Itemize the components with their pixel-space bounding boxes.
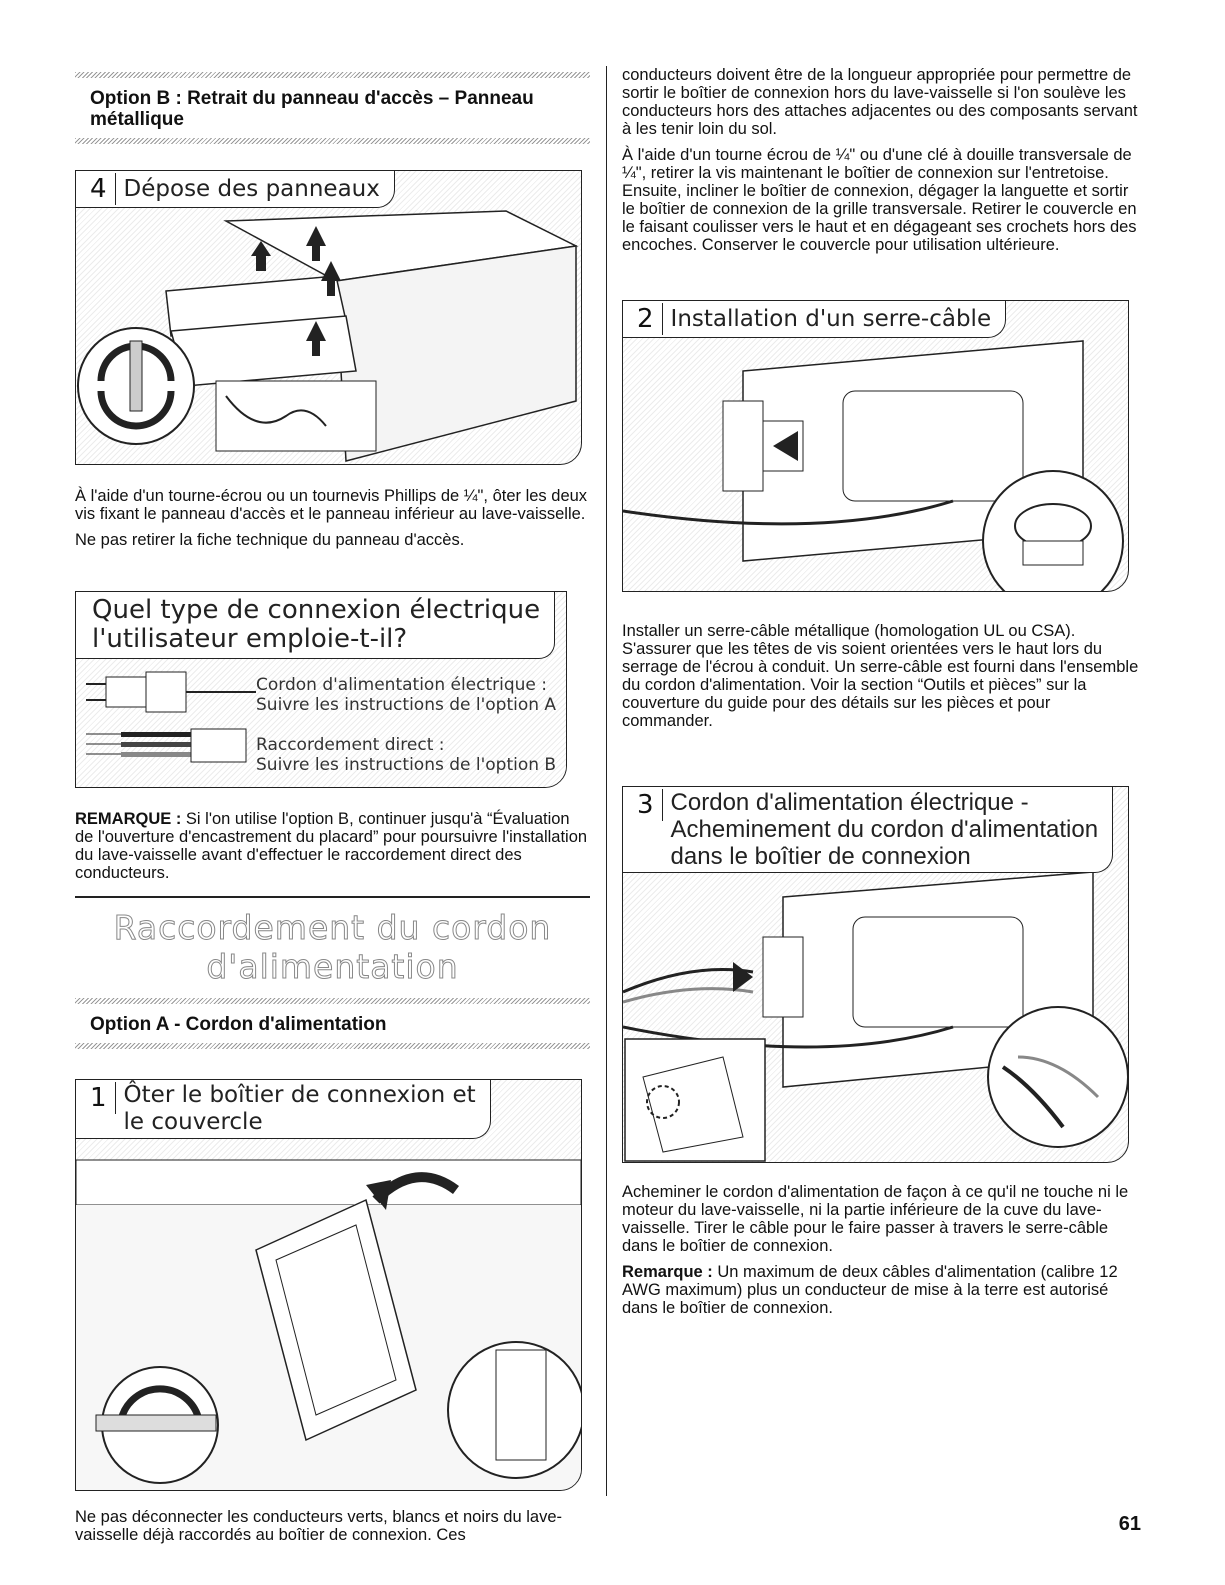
remarque-2-label: Remarque : [622, 1263, 713, 1281]
step-2-figure [622, 300, 1129, 592]
panel-removal-illustration [76, 171, 581, 464]
step-1-figure [75, 1079, 582, 1491]
section-title: Raccordement du cordon d'alimentation [113, 907, 552, 986]
connection-question-line2: l'utilisateur emploie-t-il? [92, 624, 408, 654]
step-1-instruction: Ne pas déconnecter les conducteurs verts, blancs et noirs du lave-vaisselle déjà raccordés au boîtier de connexion. Ces [75, 1507, 563, 1544]
step-4-number: 4 [82, 173, 116, 205]
step-3-figure [622, 786, 1129, 1163]
step-2-title: Installation d'un serre-câble [670, 305, 992, 332]
step-4-title: Dépose des panneaux [123, 175, 380, 202]
connection-type-box [75, 591, 567, 788]
remarque-2-paragraph [622, 1263, 1142, 1317]
step-1-title-line2: le couvercle [123, 1108, 263, 1135]
option-a-line1: Cordon d'alimentation électrique : [256, 675, 548, 695]
remarque-2-text: Un maximum de deux câbles d'alimentation (calibre 12 AWG maximum) plus un conducteur de mise à la terre est autorisé dans le boîtier de connexion. [622, 1263, 1118, 1317]
step-4-figure [75, 170, 582, 465]
step-1-number: 1 [82, 1082, 116, 1114]
step-3-instruction: Acheminer le cordon d'alimentation de façon à ce qu'il ne touche ni le moteur du lave-vaisselle, ni la partie inférieure de la cuve du lave-vaisselle. Tirer le câble pour le faire passer à travers le serre-câble dans le boîtier de connexion. [622, 1183, 1129, 1255]
connection-question-line1: Quel type de connexion électrique [92, 595, 541, 625]
conductors-paragraph: conducteurs doivent être de la longueur appropriée pour permettre de sortir le boîtier de connexion hors du lave-vaisselle si l'on soulève les conducteurs hors des attaches adjacentes ou des composants servant à les tenir loin du sol. [622, 66, 1138, 138]
remarque-text: Si l'on utilise l'option B, continuer jusqu'à “Évaluation de l'ouverture d'encastrement du placard” pour poursuivre l'installation du lave-vaisselle avant d'effectuer le raccordement direct des conducteurs. [75, 810, 588, 882]
step-3-title-line2: Acheminement du cordon d'alimentation [670, 816, 1099, 843]
page-number: 61 [1118, 1513, 1141, 1535]
option-b-line1: Raccordement direct : [256, 735, 445, 755]
left-column [75, 0, 590, 1552]
option-a-hint [256, 675, 556, 715]
cable-clamp-illustration [623, 301, 1128, 591]
remarque-paragraph [75, 810, 590, 882]
step-2-number: 2 [629, 303, 663, 335]
option-b-hint [256, 735, 556, 775]
step-2-instruction: Installer un serre-câble métallique (homologation UL ou CSA). S'assurer que les têtes de vis soient orientées vers le haut lors du serrage de l'écrou à conduit. Un serre-câble est fourni dans l'ensemble du cordon d'alimentation. Voir la section “Outils et pièces” sur la couverture du guide pour des détails sur les pièces et pour commander. [622, 622, 1139, 730]
step-3-number: 3 [629, 789, 663, 821]
step-3-title-line1: Cordon d'alimentation électrique - [670, 789, 1029, 816]
step-3-title-line3: dans le boîtier de connexion [670, 843, 971, 870]
step-4-instruction: À l'aide d'un tourne-écrou ou un tournevis Phillips de ¼", ôter les deux vis fixant le panneau d'accès et le panneau inférieur au lave-vaisselle. [75, 487, 588, 523]
step-1-header [76, 1080, 491, 1139]
right-column [622, 0, 1142, 1325]
remove-box-paragraph: À l'aide d'un tourne écrou de ¼" ou d'une clé à douille transversale de ¼", retirer la vis maintenant le boîtier de connexion sur l'entretoise. Ensuite, incliner le boîtier de connexion, dégager la languette et sortir le boîtier de connexion de la grille transversale. Retirer le couvercle en le faisant coulisser vers le haut et en dégageant ses crochets hors des encoches. Conserver le couvercle pour utilisation ultérieure. [622, 146, 1137, 254]
column-divider [606, 66, 607, 1496]
step-2-header [623, 301, 1006, 338]
step-3-header [623, 787, 1113, 873]
step-4-header [76, 171, 395, 208]
option-b-line2: Suivre les instructions de l'option B [256, 755, 557, 775]
option-a-line2: Suivre les instructions de l'option A [256, 695, 557, 715]
junction-box-illustration [76, 1080, 581, 1490]
step-1-title-line1: Ôter le boîtier de connexion et [123, 1081, 476, 1108]
option-a-heading: Option A - Cordon d'alimentation [90, 1013, 387, 1035]
step-4-note: Ne pas retirer la fiche technique du panneau d'accès. [75, 531, 465, 549]
option-b-heading: Option B : Retrait du panneau d'accès – Panneau métallique [90, 88, 534, 130]
remarque-label: REMARQUE : [75, 810, 182, 828]
